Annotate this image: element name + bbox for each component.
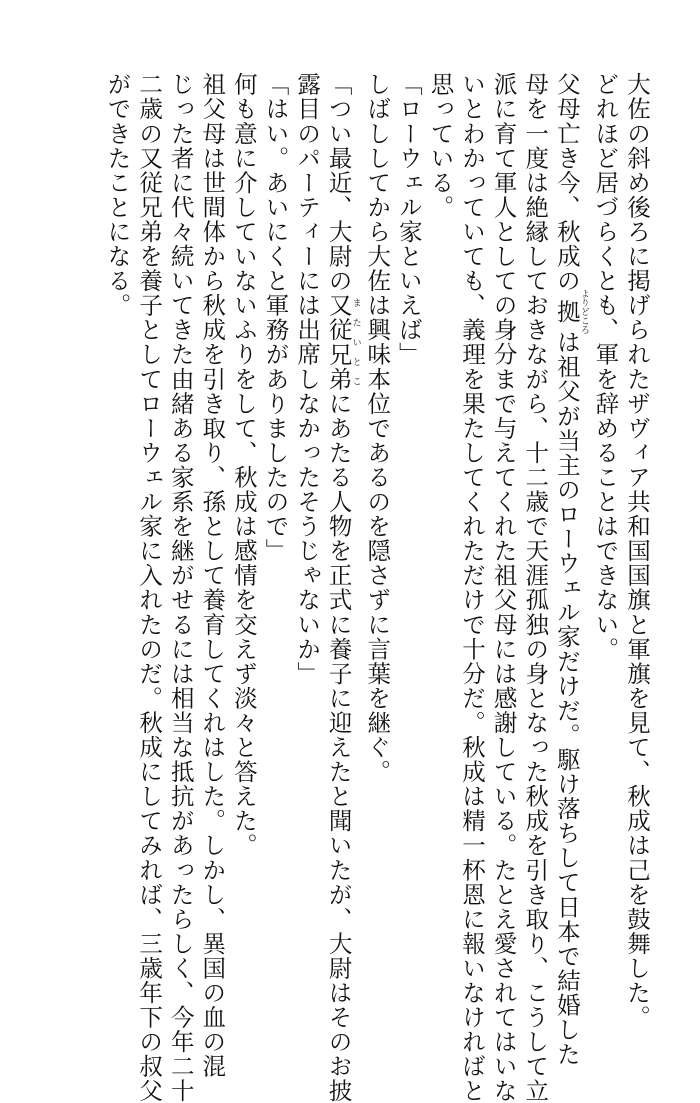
text-line-17: ができたことになる。 — [103, 72, 132, 318]
text-line-3-part-1: 父母亡き今、秋成の — [552, 72, 581, 293]
ruby-mataitoko — [324, 292, 361, 392]
ruby-yoridokoro-base: 拠 — [552, 288, 581, 334]
text-line-7: 思っている。 — [426, 72, 455, 220]
text-line-16: 二歳の又従兄弟を養子としてローウェル家に入れたのだ。秋成にしてみれば、三歳年下の叔父 — [135, 72, 164, 1103]
text-line-14: 祖父母は世間体から秋成を引き取り、孫として養育してくれはした。しかし、異国の血の混 — [198, 72, 227, 1079]
text-line-10-part-1: 「つい最近、大尉の — [324, 72, 353, 293]
text-line-8: 「ローウェル家といえば」 — [394, 72, 423, 367]
text-line-10-part-2: にあたる人物を正式に養子に迎えたと聞いたが、大尉はそのお披 — [324, 391, 353, 1103]
text-line-13: 何も意に介していないふりをして、秋成は感情を交えず淡々と答えた。 — [229, 72, 258, 858]
text-line-2: どれほど居づらくとも、軍を辞めることはできない。 — [591, 72, 620, 662]
vertical-text-body — [101, 72, 652, 1103]
ruby-mataitoko-base: 又従兄弟 — [324, 292, 353, 392]
text-line-3 — [550, 72, 589, 1067]
text-line-12: 「はい。あいにくと軍務がありましたので」 — [261, 72, 290, 563]
text-line-1: 大佐の斜め後ろに掲げられたザヴィア共和国国旗と軍旗を見て、秋成は己を鼓舞した。 — [623, 72, 651, 1030]
text-line-3-part-2: は祖父が当主のローウェル家だけだ。駆け落ちして日本で結婚した — [552, 329, 581, 1067]
text-line-4: 母を一度は絶縁しておきながら、十二歳で天涯孤独の身となった秋成を引き取り、こうして立 — [521, 72, 550, 1103]
ruby-yoridokoro — [552, 288, 589, 334]
text-line-9: しばししてから大佐は興味本位であるのを隠さずに言葉を継ぐ。 — [363, 72, 392, 784]
ruby-yoridokoro-reading: よりどころ — [578, 288, 589, 334]
text-line-15: じった者に代々続いてきた由緒ある家系を継がせるには相当な抵抗があったらしく、今年二十 — [166, 72, 195, 1103]
text-line-10 — [322, 72, 361, 1103]
text-line-5: 派に育て軍人としての身分まで与えてくれた祖父母には感謝している。たとえ愛されてはいな — [489, 72, 518, 1103]
text-line-11: 露目のパーティーには出席しなかったそうじゃないか」 — [293, 72, 322, 686]
ruby-mataitoko-reading: またいとこ — [350, 292, 361, 392]
text-line-6: いとわかっていても、義理を果たしてくれただけで十分だ。秋成は精一杯恩に報いなければと — [458, 72, 487, 1103]
